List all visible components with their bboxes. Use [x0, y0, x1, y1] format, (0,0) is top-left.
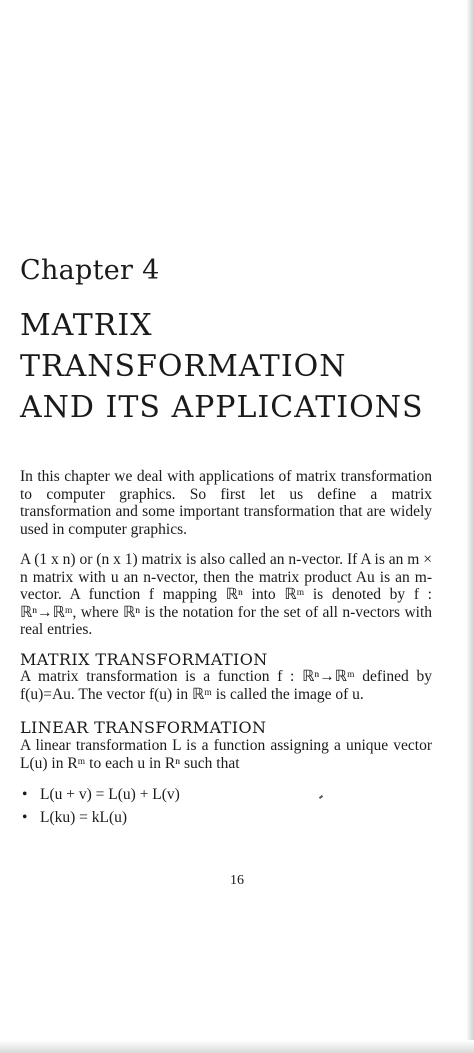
- chapter-title-line-2: TRANSFORMATION: [20, 349, 347, 384]
- bullet-icon: •: [22, 809, 28, 826]
- condition-homogeneity: [22, 809, 127, 827]
- linear-transformation-definition: A linear transformation L is a function assigning a unique vector L(u) in Rᵐ to each u in Rⁿ such that: [20, 737, 432, 772]
- matrix-transformation-heading: MATRIX TRANSFORMATION: [20, 650, 268, 669]
- chapter-title-line-1: MATRIX: [20, 308, 153, 343]
- vector-paragraph: A (1 x n) or (n x 1) matrix is also called an n-vector. If A is an m × n matrix with u an n-vector, then the matrix product Au is an m-vector. A function f mapping ℝⁿ into ℝᵐ is denoted by f : ℝⁿ→ℝᵐ, where ℝⁿ is the notation for the set of all n-vectors with real entries.: [20, 551, 432, 638]
- page-number: 16: [230, 873, 244, 888]
- chapter-label: Chapter 4: [20, 255, 160, 286]
- page-edge-shadow: [466, 0, 474, 1053]
- condition-text: L(u + v) = L(u) + L(v): [40, 786, 180, 803]
- intro-paragraph: In this chapter we deal with applications of matrix transformation to computer graphics. So first let us define a matrix transformation and some important transformation that are widely used in computer graphics.: [20, 468, 432, 538]
- bullet-icon: •: [22, 786, 28, 803]
- stray-pen-mark: [319, 795, 323, 799]
- linear-transformation-heading: LINEAR TRANSFORMATION: [20, 718, 267, 737]
- page-bottom-shadow: [0, 1040, 474, 1053]
- chapter-title-line-3: AND ITS APPLICATIONS: [20, 390, 424, 425]
- matrix-transformation-definition: A matrix transformation is a function f : ℝⁿ→ℝᵐ defined by f(u)=Au. The vector f(u) in ℝᵐ is called the image of u.: [20, 668, 432, 703]
- condition-text: L(ku) = kL(u): [40, 809, 128, 826]
- condition-additivity: [22, 786, 180, 804]
